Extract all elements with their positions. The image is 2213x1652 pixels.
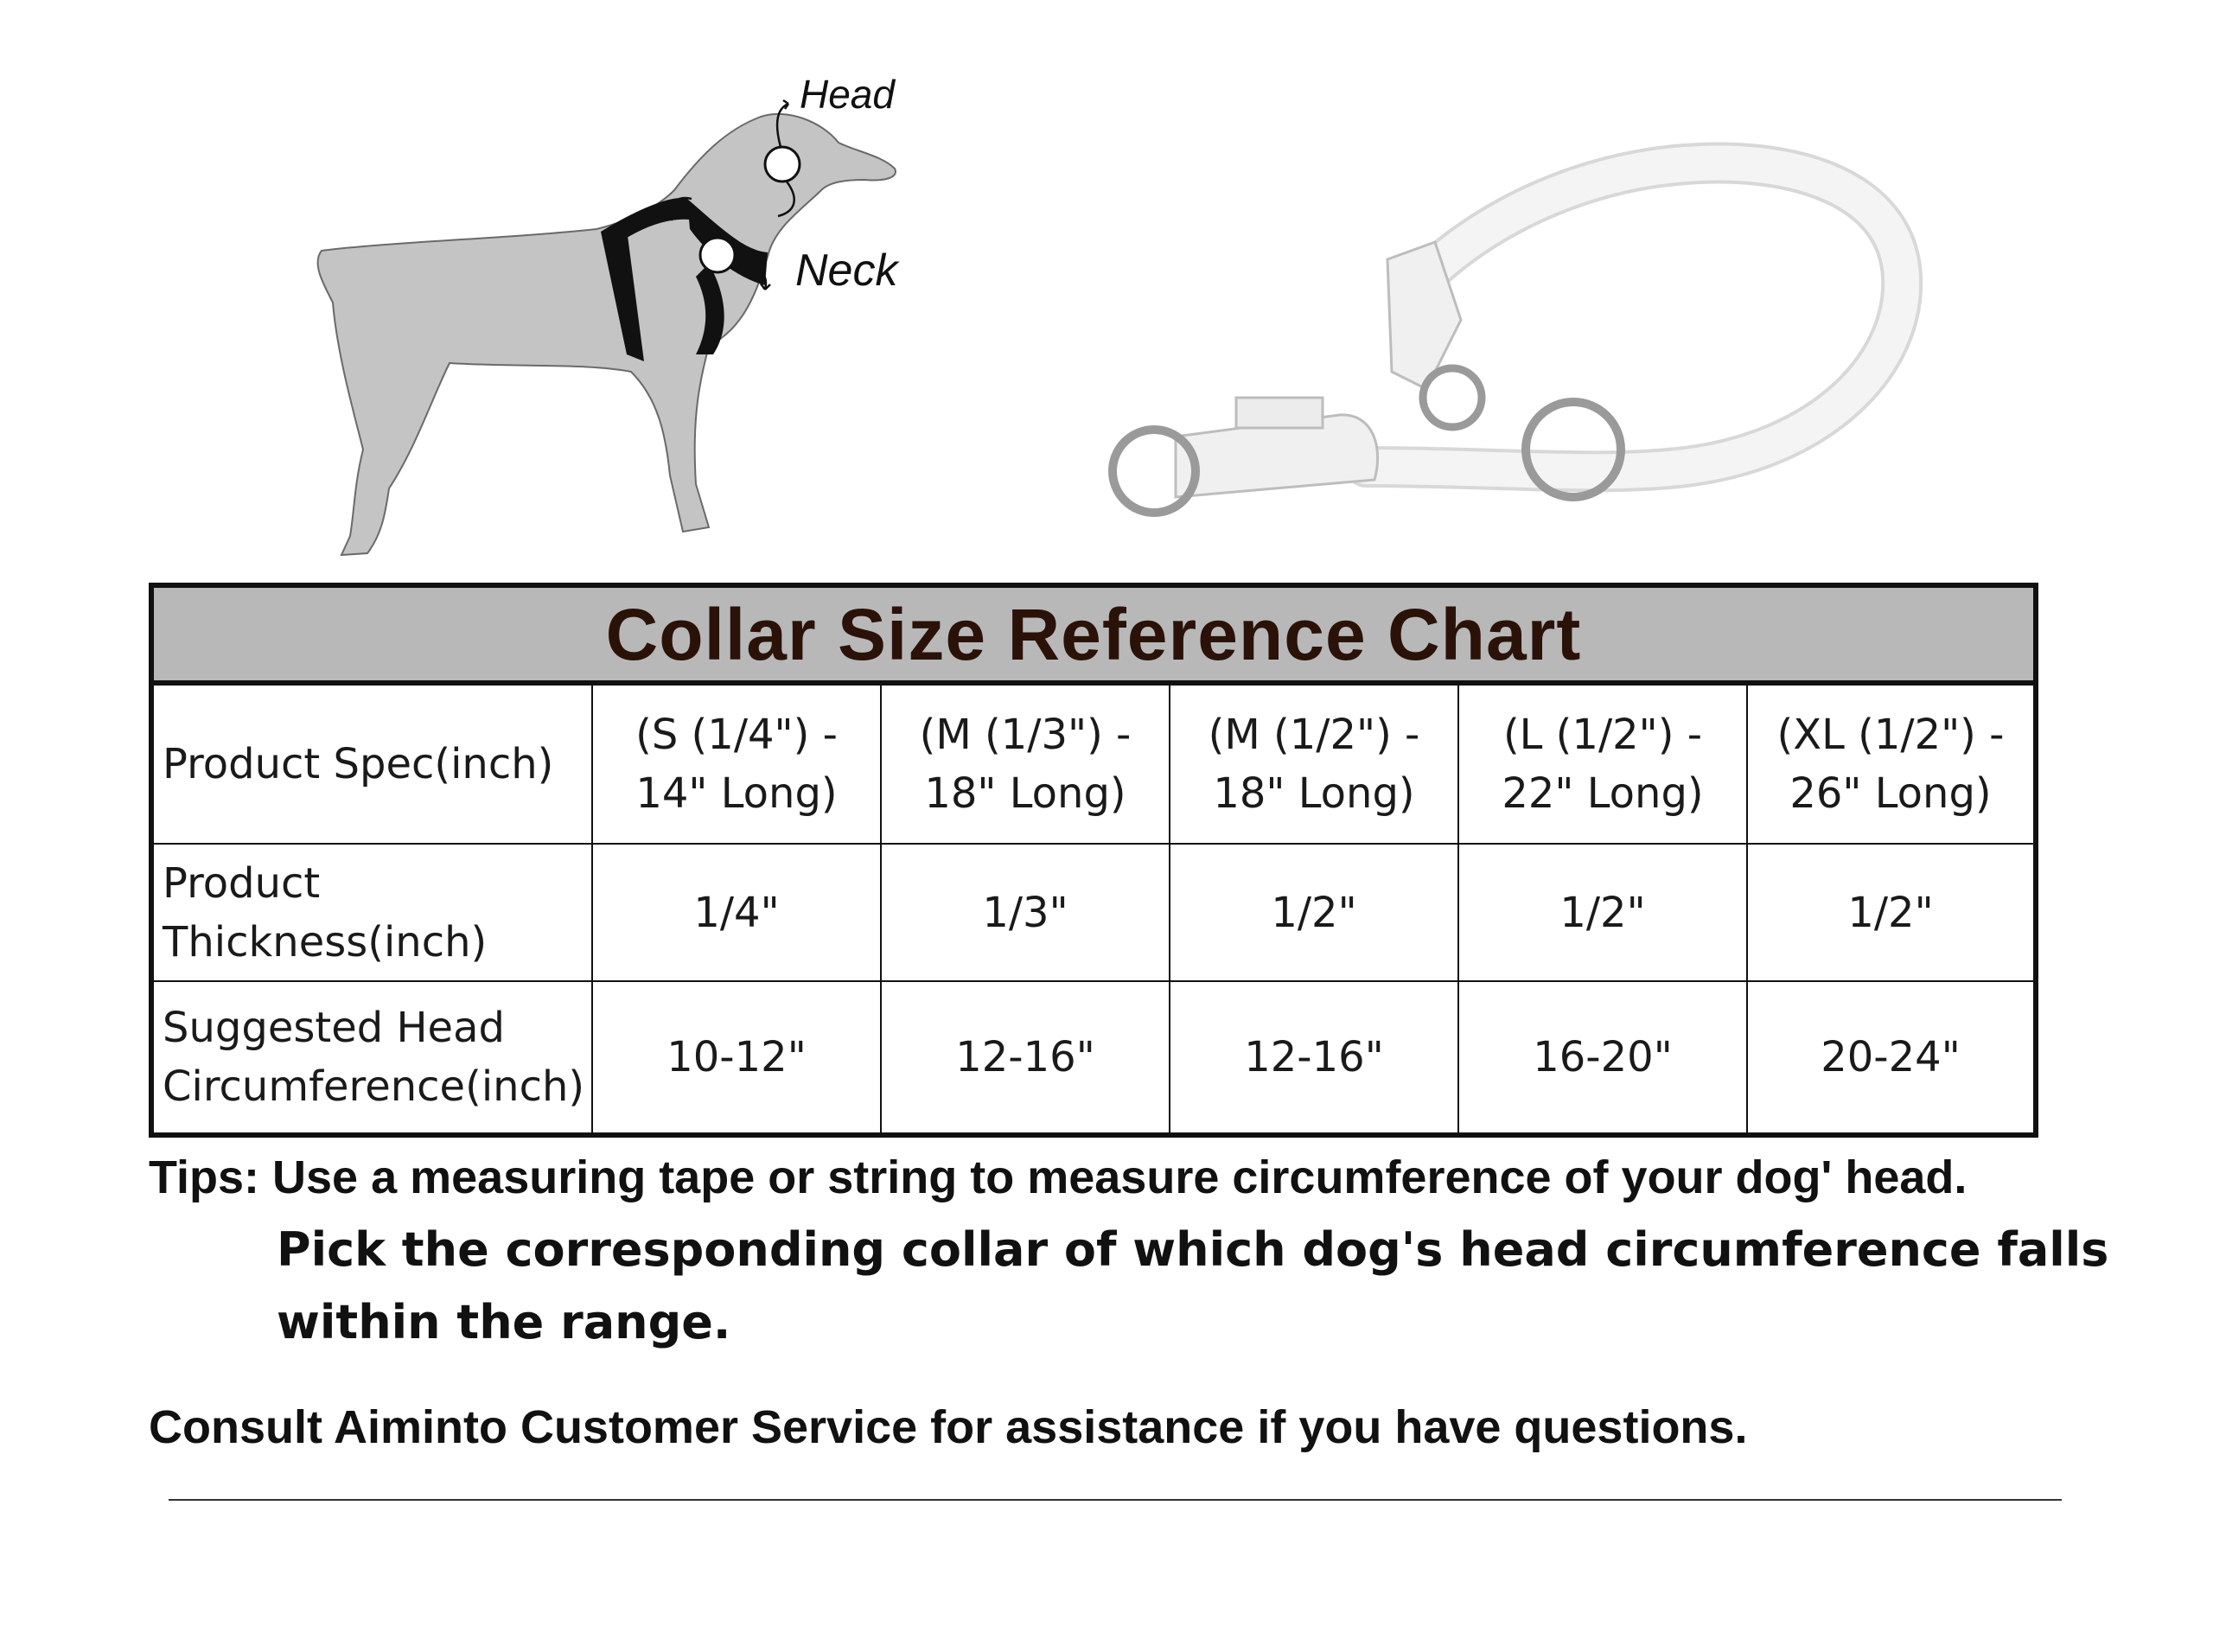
table-title-row (151, 585, 2036, 683)
thickness-cell: 1/4" (592, 844, 881, 982)
dog-measurement-illustration (259, 69, 951, 571)
tips-line: within the range. (277, 1295, 731, 1349)
divider (169, 1499, 2062, 1501)
table-row (151, 981, 2036, 1135)
spec-cell: (L (1/2") - 22" Long) (1458, 683, 1747, 844)
circumference-cell: 10-12" (592, 981, 881, 1135)
neck-marker (700, 238, 735, 272)
circumference-cell: 16-20" (1458, 981, 1747, 1135)
dog-silhouette (318, 114, 896, 555)
spec-cell: (M (1/2") - 18" Long) (1170, 683, 1458, 844)
o-ring-middle (1423, 368, 1482, 427)
neck-label: Neck (795, 246, 898, 296)
tips-block (149, 1141, 2108, 1359)
label-line: Product Spec(inch) (163, 739, 554, 788)
thickness-cell: 1/2" (1747, 844, 2036, 982)
chart-title: Collar Size Reference Chart (151, 585, 2036, 683)
consult-note: Consult Aiminto Customer Service for assistance if you have questions. (149, 1401, 1748, 1453)
collar-product-image (1081, 138, 1945, 536)
collar-size-table (149, 583, 2038, 1138)
circumference-cell: 12-16" (881, 981, 1170, 1135)
head-marker (765, 147, 800, 182)
spec-cell: (M (1/3") - 18" Long) (881, 683, 1170, 844)
leather-end-piece (1176, 398, 1378, 497)
thickness-cell: 1/2" (1458, 844, 1747, 982)
head-label: Head (800, 72, 895, 117)
spec-cell: (S (1/4") - 14" Long) (592, 683, 881, 844)
circumference-cell: 20-24" (1747, 981, 2036, 1135)
table-row (151, 683, 2036, 844)
row-label-head-circumference: Suggested Head Circumference(inch) (151, 981, 592, 1135)
row-label-thickness: Product Thickness(inch) (151, 844, 592, 982)
table-row (151, 844, 2036, 982)
circumference-cell: 12-16" (1170, 981, 1458, 1135)
row-label-product-spec (151, 683, 592, 844)
tips-line: Tips: Use a measuring tape or string to measure circumference of your dog' head. (149, 1151, 1967, 1203)
spec-cell: (XL (1/2") - 26" Long) (1747, 683, 2036, 844)
thickness-cell: 1/3" (881, 844, 1170, 982)
tips-line: Pick the corresponding collar of which dog's head circumference falls (277, 1222, 2109, 1277)
thickness-cell: 1/2" (1170, 844, 1458, 982)
